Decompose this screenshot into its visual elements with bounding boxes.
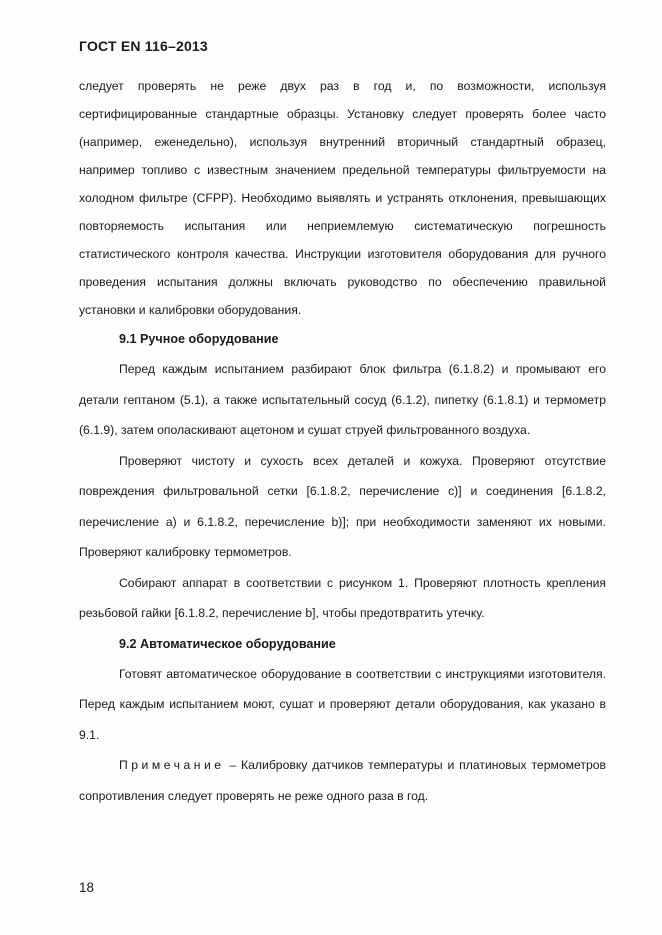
document-body [79,72,606,811]
section-9-2-paragraph-1: Готовят автоматическое оборудование в соответствии с инструкциями изготовителя. Перед каждым испытанием моют, сушат и проверяют детали оборудования, как указано в 9.1. [79,666,606,742]
section-9-1-paragraph-3: Собирают аппарат в соответствии с рисунком 1. Проверяют плотность крепления резьбовой гайки [6.1.8.2, перечисление b], чтобы предотвратить утечку. [79,575,606,620]
page-number: 18 [79,880,95,895]
note-paragraph [79,750,606,811]
section-9-1-heading: 9.1 Ручное оборудование [119,332,279,346]
intro-paragraph: следует проверять не реже двух раз в год и, по возможности, используя сертифицированные стандартные образцы. Установку следует проверять более часто (например, еженедельно), используя внутренний вторичный стандартный образец, например топливо с известным значением предельной температуры фильтруемости на холодном фильтре (CFPP). Необходимо выявлять и устранять отклонения, превышающих повторяемость испытания или неприемлемую систематическую погрешность статистического контроля качества. Инструкции изготовителя оборудования для ручного проведения испытания должны включать руководство по обеспечению правильной установки и калибровки оборудования. [79,79,606,317]
document-header: ГОСТ EN 116–2013 [79,38,208,54]
section-9-1-paragraph-1: Перед каждым испытанием разбирают блок фильтра (6.1.8.2) и промывают его детали гептаном (5.1), а также испытательный сосуд (6.1.2), пипетку (6.1.8.1) и термометр (6.1.9), затем ополаскивают ацетоном и сушат струей фильтрованного воздуха. [79,362,606,437]
section-9-2-heading: 9.2 Автоматическое оборудование [119,636,336,651]
section-9-1-paragraph-2: Проверяют чистоту и сухость всех деталей и кожуха. Проверяют отсутствие повреждения фильтровальной сетки [6.1.8.2, перечисление c)] и соединения [6.1.8.2, перечисление а) и 6.1.8.2, перечисление b)]; при необходимости заменяют их новыми. Проверяют калибровку термометров. [79,453,606,559]
note-text: – Калибровку датчиков температуры и платиновых термометров сопротивления следует проверять не реже одного раза в год. [79,758,606,803]
note-label: Примечание [119,758,225,772]
